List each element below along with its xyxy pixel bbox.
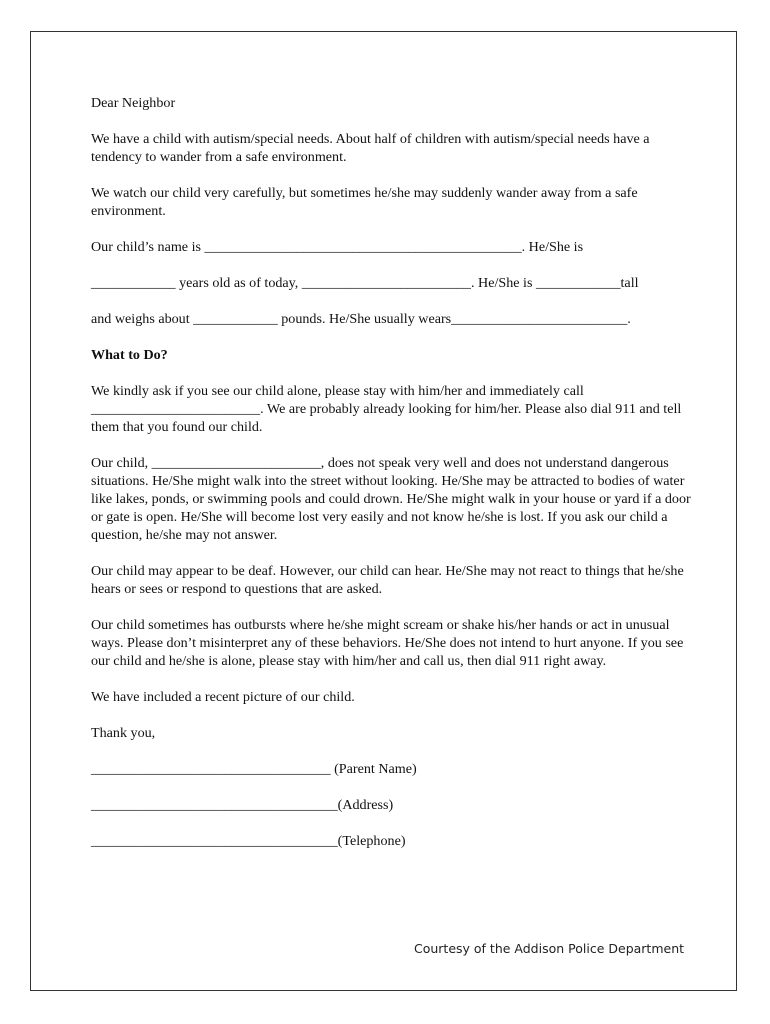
letter-page [30,31,737,991]
child-age-height-line: ____________ years old as of today, ________________________. He/She is ____________tall [91,275,639,291]
closing: Thank you, [91,725,156,741]
child-name-line: Our child’s name is _____________________________________________. He/She is [91,239,584,255]
what-to-do-heading: What to Do? [91,347,168,363]
paragraph-outbursts: Our child sometimes has outbursts where he/she might scream or shake his/her hands or act in unusual ways. Please don’t misinterpret any of these behaviors. He/She does not intend to hurt anyone. If you see our child and he/she is alone, please stay with him/her and call us, then dial 911 right away. [91,617,684,669]
paragraph-child-behavior: Our child, ________________________, does not speak very well and does not understand dangerous situations. He/She might walk into the street without looking. He/She may be attracted to bodies of water like lakes, ponds, or swimming pools and could drown. He/She might walk in your house or yard if a door or gate is open. He/She will become lost very easily and not know he/she is lost. If you ask our child a question, he/she may not answer. [91,455,691,543]
paragraph-what-to-do: We kindly ask if you see our child alone, please stay with him/her and immediately call ________________________. We are probably already looking for him/her. Please also dial 911 and tell them that you found our child. [91,383,682,435]
courtesy-footer: Courtesy of the Addison Police Department [414,941,685,956]
paragraph-watch-carefully: We watch our child very carefully, but sometimes he/she may suddenly wander away from a safe environment. [91,185,638,219]
address-signature-line: ___________________________________(Address) [91,797,394,813]
paragraph-autism-wandering: We have a child with autism/special needs. About half of children with autism/special needs have a tendency to wander from a safe environment. [91,131,650,165]
child-weight-clothing-line: and weighs about ____________ pounds. He/She usually wears_________________________. [91,311,631,327]
letter-body [91,94,691,868]
paragraph-may-appear-deaf: Our child may appear to be deaf. However, our child can hear. He/She may not react to things that he/she hears or sees or respond to questions that are asked. [91,563,684,597]
salutation: Dear Neighbor [91,95,176,111]
telephone-signature-line: ___________________________________(Telephone) [91,833,406,849]
parent-name-signature-line: __________________________________ (Parent Name) [91,761,417,777]
paragraph-recent-picture: We have included a recent picture of our child. [91,689,355,705]
